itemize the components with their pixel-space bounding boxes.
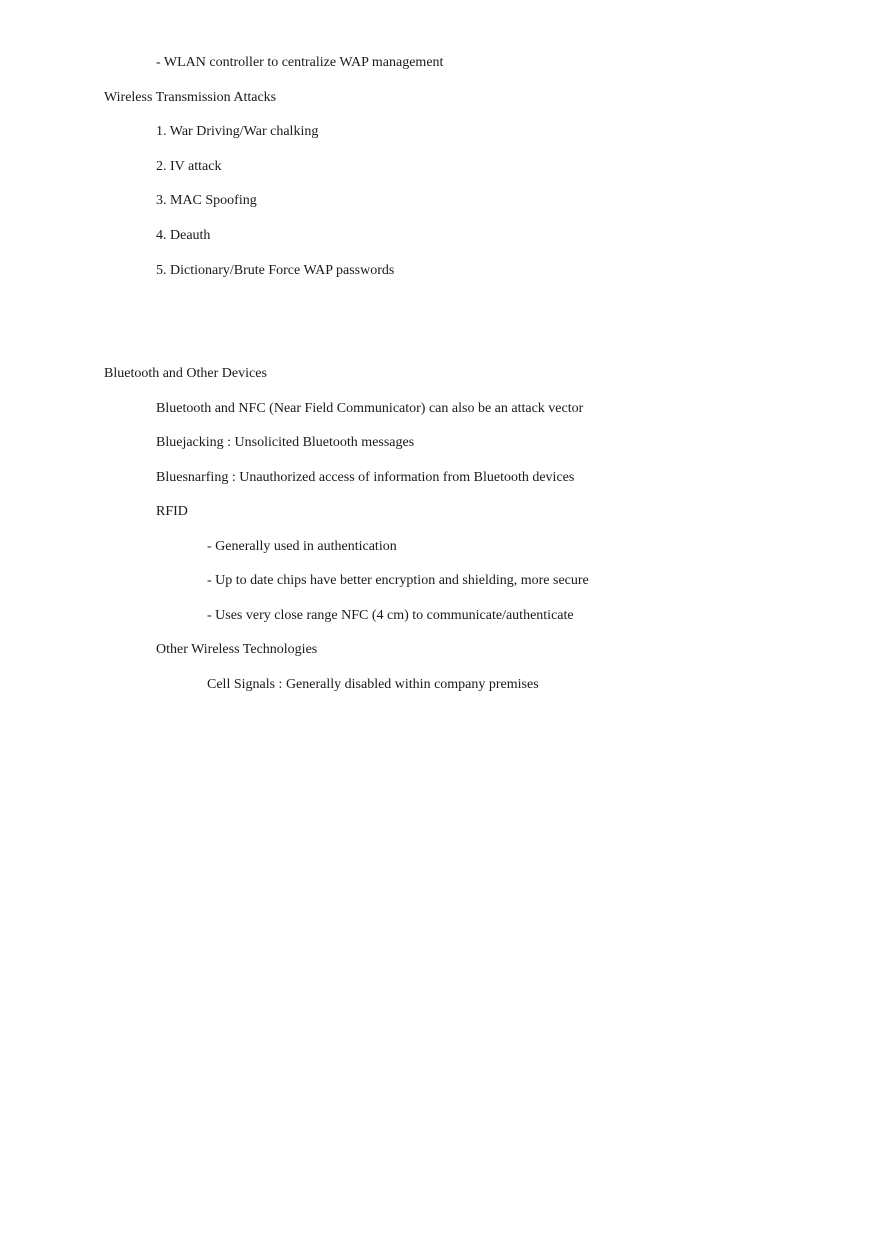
other-wireless-heading: Other Wireless Technologies — [156, 642, 318, 657]
section-heading-bluetooth: Bluetooth and Other Devices — [104, 366, 267, 381]
rfid-item-authentication: - Generally used in authentication — [207, 539, 397, 554]
list-item-war-driving: 1. War Driving/War chalking — [156, 124, 319, 139]
section-heading-wireless-attacks: Wireless Transmission Attacks — [104, 90, 277, 105]
wlan-controller-line: - WLAN controller to centralize WAP management — [156, 55, 444, 70]
rfid-heading: RFID — [156, 504, 188, 519]
rfid-item-encryption: - Up to date chips have better encryption and shielding, more secure — [207, 573, 589, 588]
bluetooth-nfc-line: Bluetooth and NFC (Near Field Communicator) can also be an attack vector — [156, 401, 584, 416]
bluejacking-line: Bluejacking : Unsolicited Bluetooth messages — [156, 435, 415, 450]
rfid-item-nfc-range: - Uses very close range NFC (4 cm) to communicate/authenticate — [207, 608, 574, 623]
list-item-deauth: 4. Deauth — [156, 228, 211, 243]
list-item-mac-spoofing: 3. MAC Spoofing — [156, 193, 257, 208]
list-item-dictionary-brute-force: 5. Dictionary/Brute Force WAP passwords — [156, 263, 395, 278]
bluesnarfing-line: Bluesnarfing : Unauthorized access of information from Bluetooth devices — [156, 470, 575, 485]
list-item-iv-attack: 2. IV attack — [156, 159, 222, 174]
cell-signals-line: Cell Signals : Generally disabled within company premises — [207, 677, 539, 692]
